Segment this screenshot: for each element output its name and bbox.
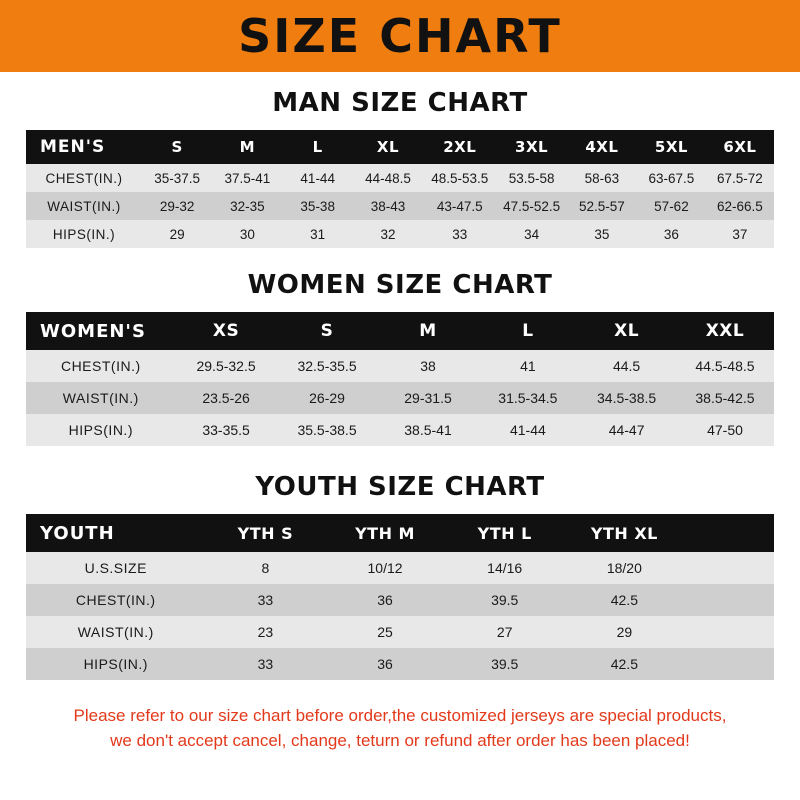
man-size-table	[26, 130, 774, 248]
women-waist-xxl: 38.5-42.5	[695, 390, 755, 406]
man-header-m: M	[239, 138, 256, 156]
man-row-hips-label: HIPS(IN.)	[52, 226, 116, 242]
man-hips-4xl: 35	[594, 226, 610, 242]
man-waist-4xl: 52.5-57	[578, 198, 625, 214]
man-chest-4xl: 58-63	[584, 170, 620, 186]
women-hips-xs: 33-35.5	[202, 422, 250, 438]
table-row	[26, 414, 774, 446]
man-chest-s: 35-37.5	[154, 170, 200, 186]
man-chest-m: 37.5-41	[224, 170, 271, 186]
youth-waist-l: 27	[496, 624, 513, 640]
table-row	[26, 192, 774, 220]
man-header-xl: XL	[376, 138, 400, 156]
youth-header-s: YTH S	[237, 523, 294, 543]
man-waist-xl: 38-43	[370, 198, 406, 214]
page-title: SIZE CHART	[238, 9, 562, 63]
youth-header-xl: YTH XL	[590, 523, 658, 543]
man-waist-6xl: 62-66.5	[717, 198, 763, 214]
youth-header-label: YOUTH	[40, 522, 115, 544]
youth-ussize-xl: 18/20	[606, 560, 642, 576]
man-header-6xl: 6XL	[723, 138, 757, 156]
youth-header-l: YTH L	[477, 523, 532, 543]
youth-chest-s: 33	[257, 592, 274, 608]
man-section-title: MAN SIZE CHART	[272, 88, 528, 118]
youth-header-m: YTH M	[355, 523, 415, 543]
man-hips-2xl: 33	[452, 226, 468, 242]
youth-row-waist-label: WAIST(IN.)	[77, 624, 154, 640]
youth-waist-xl: 29	[616, 624, 633, 640]
table-row	[26, 220, 774, 248]
man-header-4xl: 4XL	[585, 138, 619, 156]
youth-chest-l: 39.5	[491, 592, 519, 608]
table-row	[26, 616, 774, 648]
man-waist-s: 29-32	[159, 198, 195, 214]
women-hips-xl: 44-47	[608, 422, 645, 438]
women-waist-m: 29-31.5	[404, 390, 452, 406]
youth-ussize-spacer	[684, 552, 774, 584]
women-row-chest-label: CHEST(IN.)	[60, 358, 141, 374]
man-header-2xl: 2XL	[443, 138, 477, 156]
man-chest-xl: 44-48.5	[365, 170, 411, 186]
women-hips-m: 38.5-41	[404, 422, 452, 438]
man-chest-5xl: 63-67.5	[648, 170, 695, 186]
table-row	[26, 552, 774, 584]
youth-hips-xl: 42.5	[610, 656, 638, 672]
women-header-xxl: XXL	[705, 321, 745, 341]
women-row-hips-label: HIPS(IN.)	[68, 422, 133, 438]
women-waist-xs: 23.5-26	[202, 390, 250, 406]
women-chest-m: 38	[420, 358, 436, 374]
women-header-l: L	[522, 321, 534, 341]
youth-ussize-s: 8	[261, 560, 270, 576]
youth-chest-spacer	[684, 584, 774, 616]
man-waist-l: 35-38	[300, 198, 335, 214]
man-chest-3xl: 53.5-58	[508, 170, 555, 186]
man-hips-6xl: 37	[732, 226, 748, 242]
youth-waist-s: 23	[257, 624, 274, 640]
youth-ussize-l: 14/16	[487, 560, 523, 576]
man-waist-3xl: 47.5-52.5	[503, 198, 561, 214]
disclaimer-line-1: Please refer to our size chart before order,the customized jerseys are special products,	[73, 706, 727, 725]
women-chest-xxl: 44.5-48.5	[695, 358, 755, 374]
women-waist-s: 26-29	[309, 390, 345, 406]
man-hips-l: 31	[310, 226, 326, 242]
man-row-chest-label: CHEST(IN.)	[45, 170, 123, 186]
disclaimer-line-2: we don't accept cancel, change, teturn or refund after order has been placed!	[110, 730, 690, 750]
women-header-xs: XS	[212, 321, 240, 341]
youth-header-spacer	[684, 514, 774, 552]
man-table-header-row	[26, 130, 774, 164]
women-header-label: WOMEN'S	[40, 320, 146, 342]
youth-hips-l: 39.5	[491, 656, 519, 672]
youth-section-title: YOUTH SIZE CHART	[255, 472, 545, 502]
women-hips-l: 41-44	[509, 422, 546, 438]
content	[0, 88, 800, 753]
man-hips-3xl: 34	[524, 226, 540, 242]
man-header-s: S	[171, 138, 183, 156]
youth-row-ussize-label: U.S.SIZE	[84, 560, 147, 576]
women-chest-xl: 44.5	[612, 358, 641, 374]
women-chest-xs: 29.5-32.5	[196, 358, 256, 374]
man-hips-xl: 32	[380, 226, 396, 242]
banner	[0, 0, 800, 72]
youth-ussize-m: 10/12	[367, 560, 403, 576]
youth-hips-m: 36	[377, 656, 393, 672]
women-hips-xxl: 47-50	[707, 422, 743, 438]
women-section-title: WOMEN SIZE CHART	[247, 270, 553, 300]
women-size-table	[26, 312, 774, 446]
disclaimer-note	[26, 704, 774, 753]
youth-row-hips-label: HIPS(IN.)	[83, 656, 148, 672]
women-waist-l: 31.5-34.5	[498, 390, 558, 406]
youth-chest-xl: 42.5	[610, 592, 638, 608]
table-row	[26, 350, 774, 382]
women-table-header-row	[26, 312, 774, 350]
youth-row-chest-label: CHEST(IN.)	[75, 592, 156, 608]
man-chest-6xl: 67.5-72	[717, 170, 763, 186]
table-row	[26, 584, 774, 616]
youth-size-table	[26, 514, 774, 680]
man-header-3xl: 3XL	[515, 138, 549, 156]
man-waist-m: 32-35	[230, 198, 265, 214]
table-row	[26, 382, 774, 414]
man-hips-m: 30	[239, 226, 255, 242]
man-waist-5xl: 57-62	[654, 198, 689, 214]
man-header-label: MEN'S	[40, 137, 106, 157]
youth-table-header-row	[26, 514, 774, 552]
youth-hips-s: 33	[257, 656, 274, 672]
man-hips-s: 29	[169, 226, 185, 242]
women-row-waist-label: WAIST(IN.)	[62, 390, 139, 406]
youth-waist-m: 25	[377, 624, 393, 640]
youth-waist-spacer	[684, 616, 774, 648]
man-header-5xl: 5XL	[654, 138, 688, 156]
table-row	[26, 648, 774, 680]
table-row	[26, 164, 774, 192]
man-header-l: L	[312, 138, 323, 156]
women-header-m: M	[419, 321, 437, 341]
women-header-xl: XL	[614, 321, 640, 341]
youth-hips-spacer	[684, 648, 774, 680]
man-row-waist-label: WAIST(IN.)	[47, 198, 121, 214]
man-hips-5xl: 36	[663, 226, 679, 242]
women-chest-s: 32.5-35.5	[297, 358, 357, 374]
man-chest-l: 41-44	[300, 170, 335, 186]
youth-chest-m: 36	[377, 592, 393, 608]
women-hips-s: 35.5-38.5	[297, 422, 357, 438]
man-waist-2xl: 43-47.5	[436, 198, 483, 214]
women-waist-xl: 34.5-38.5	[597, 390, 657, 406]
man-chest-2xl: 48.5-53.5	[431, 170, 489, 186]
women-header-s: S	[320, 321, 334, 341]
women-chest-l: 41	[520, 358, 536, 374]
